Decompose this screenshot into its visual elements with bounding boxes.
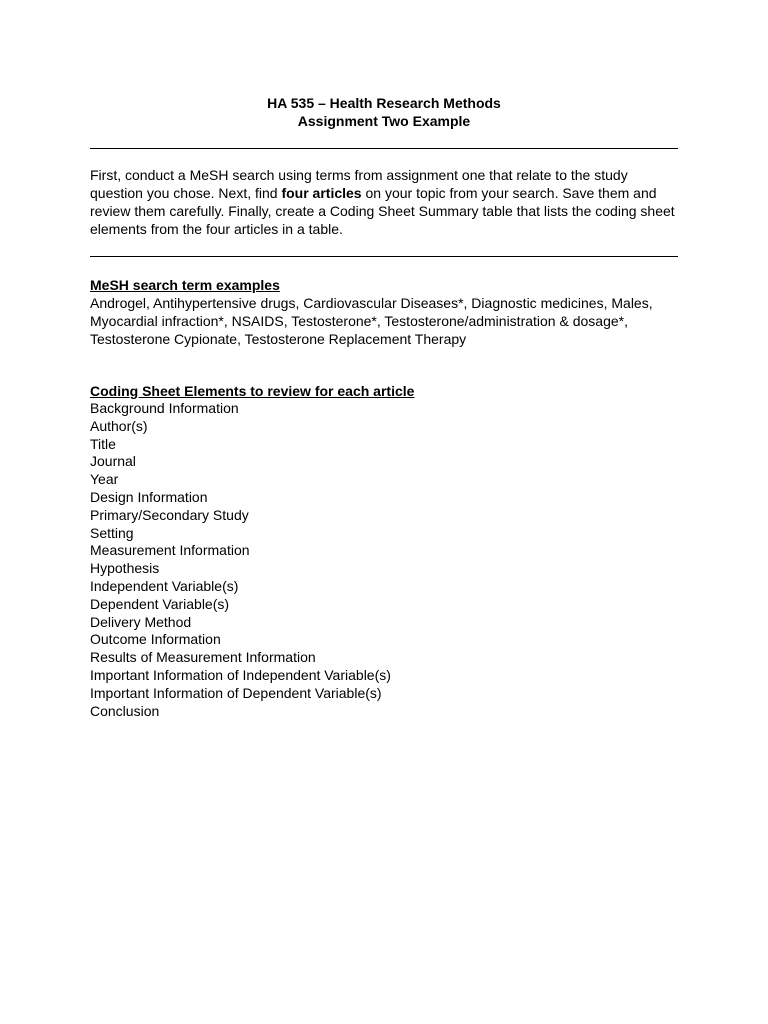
list-item: Independent Variable(s) <box>90 577 239 594</box>
list-item: Outcome Information <box>90 631 221 648</box>
coding-section <box>90 382 680 720</box>
coding-element-list <box>90 400 680 720</box>
list-item: Title <box>90 435 116 452</box>
bottom-divider <box>90 256 678 257</box>
mesh-terms: Androgel, Antihypertensive drugs, Cardiovascular Diseases*, Diagnostic medicines, Males, Myocardial infraction*, NSAIDS, Testosterone*, Testosterone/administration & dosage*, Testosterone Cypionate, Testosterone Replacement Therapy <box>90 295 653 347</box>
list-item: Author(s) <box>90 417 148 434</box>
top-divider <box>90 148 678 149</box>
list-item: Important Information of Independent Variable(s) <box>90 666 391 683</box>
intro-text-end: on your topic from your search. Save them and review them carefully. Finally, create a Coding Sheet Summary table that lists the coding sheet elements from the four articles in a table. <box>90 185 675 237</box>
intro-paragraph <box>90 166 680 238</box>
list-item: Conclusion <box>90 702 160 719</box>
list-item: Design Information <box>90 488 208 505</box>
list-item: Primary/Secondary Study <box>90 506 249 523</box>
intro-text-start: First, conduct a MeSH search using terms from assignment one that relate to the study question you chose. Next, find <box>90 167 628 201</box>
intro-bold-text: four articles <box>281 185 362 201</box>
list-item: Journal <box>90 453 136 470</box>
list-item: Delivery Method <box>90 613 192 630</box>
course-title: HA 535 – Health Research Methods <box>267 95 501 111</box>
assignment-title: Assignment Two Example <box>297 113 471 129</box>
mesh-section <box>90 276 680 348</box>
list-item: Results of Measurement Information <box>90 649 316 666</box>
list-item: Year <box>90 471 119 488</box>
mesh-heading: MeSH search term examples <box>90 277 280 293</box>
document-title-block <box>90 94 678 130</box>
list-item: Measurement Information <box>90 542 250 559</box>
list-item: Important Information of Dependent Variable(s) <box>90 684 382 701</box>
coding-heading: Coding Sheet Elements to review for each article <box>90 383 415 399</box>
list-item: Setting <box>90 524 134 541</box>
list-item: Background Information <box>90 400 239 416</box>
list-item: Dependent Variable(s) <box>90 595 230 612</box>
list-item: Hypothesis <box>90 560 160 577</box>
